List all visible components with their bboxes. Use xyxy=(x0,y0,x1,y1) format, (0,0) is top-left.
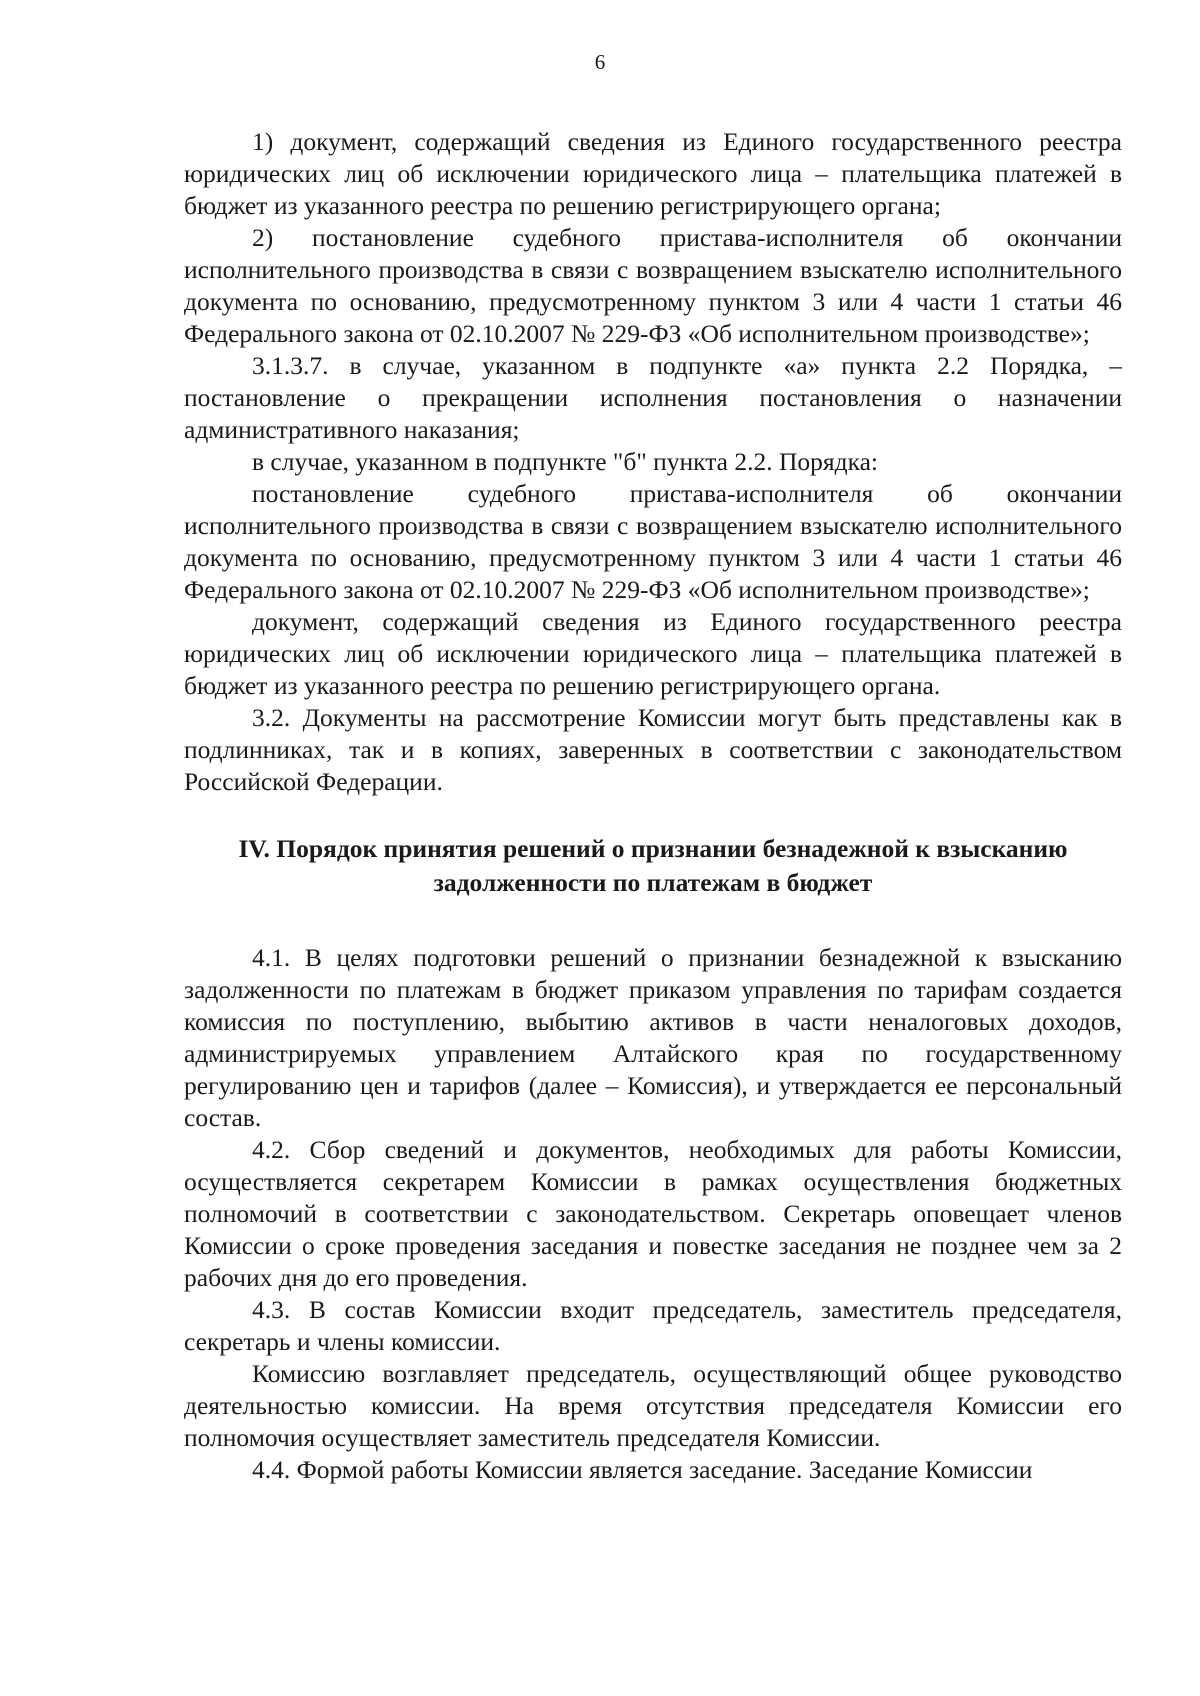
paragraph-case-b: в случае, указанном в подпункте "б" пункта 2.2. Порядка: xyxy=(252,447,878,476)
section-heading-line-2: задолженности по платежам в бюджет xyxy=(433,868,873,897)
paragraph-3-2: 3.2. Документы на рассмотрение Комиссии могут быть представлены как в подлинниках, так и в копиях, заверенных в соответствии с законодательством Российской Федерации. xyxy=(184,703,1122,796)
paragraph-bailiff-resolution: постановление судебного пристава-исполнителя об окончании исполнительного производства в связи с возвращением взыскателю исполнительного документа по основанию, предусмотренному пунктом 3 или 4 части 1 статьи 46 Федерального закона от 02.10.2007 № 229-ФЗ «Об исполнительном производстве»; xyxy=(184,479,1122,604)
paragraph-item-1: 1) документ, содержащий сведения из Единого государственного реестра юридических лиц об исключении юридического лица – плательщика платежей в бюджет из указанного реестра по решению регистрирующего органа; xyxy=(184,127,1122,220)
page-number: 6 xyxy=(594,50,606,74)
paragraph-4-3: 4.3. В состав Комиссии входит председатель, заместитель председателя, секретарь и члены комиссии. xyxy=(184,1295,1122,1356)
paragraph-chairman: Комиссию возглавляет председатель, осуществляющий общее руководство деятельностью комиссии. На время отсутствия председателя Комиссии его полномочия осуществляет заместитель председателя Комиссии. xyxy=(184,1359,1122,1452)
section-heading-line-1: IV. Порядок принятия решений о признании безнадежной к взысканию xyxy=(238,834,1068,863)
paragraph-4-4: 4.4. Формой работы Комиссии является заседание. Заседание Комиссии xyxy=(252,1455,1033,1484)
section-heading xyxy=(184,832,1122,900)
paragraph-registry-document: документ, содержащий сведения из Единого государственного реестра юридических лиц об исключении юридического лица – плательщика платежей в бюджет из указанного реестра по решению регистрирующего органа. xyxy=(184,607,1122,700)
paragraph-item-2: 2) постановление судебного пристава-исполнителя об окончании исполнительного производства в связи с возвращением взыскателю исполнительного документа по основанию, предусмотренному пунктом 3 или 4 части 1 статьи 46 Федерального закона от 02.10.2007 № 229-ФЗ «Об исполнительном производстве»; xyxy=(184,223,1122,348)
paragraph-4-1: 4.1. В целях подготовки решений о признании безнадежной к взысканию задолженности по платежам в бюджет приказом управления по тарифам создается комиссия по поступлению, выбытию активов в части неналоговых доходов, администрируемых управлением Алтайского края по государственному регулированию цен и тарифов (далее – Комиссия), и утверждается ее персональный состав. xyxy=(184,943,1122,1132)
document-body xyxy=(184,126,1122,1486)
paragraph-item-3137: 3.1.3.7. в случае, указанном в подпункте «а» пункта 2.2 Порядка, – постановление о прекращении исполнения постановления о назначении административного наказания; xyxy=(184,351,1122,444)
paragraph-4-2: 4.2. Сбор сведений и документов, необходимых для работы Комиссии, осуществляется секретарем Комиссии в рамках осуществления бюджетных полномочий в соответствии с законодательством. Секретарь оповещает членов Комиссии о сроке проведения заседания и повестке заседания не позднее чем за 2 рабочих дня до его проведения. xyxy=(184,1135,1122,1292)
